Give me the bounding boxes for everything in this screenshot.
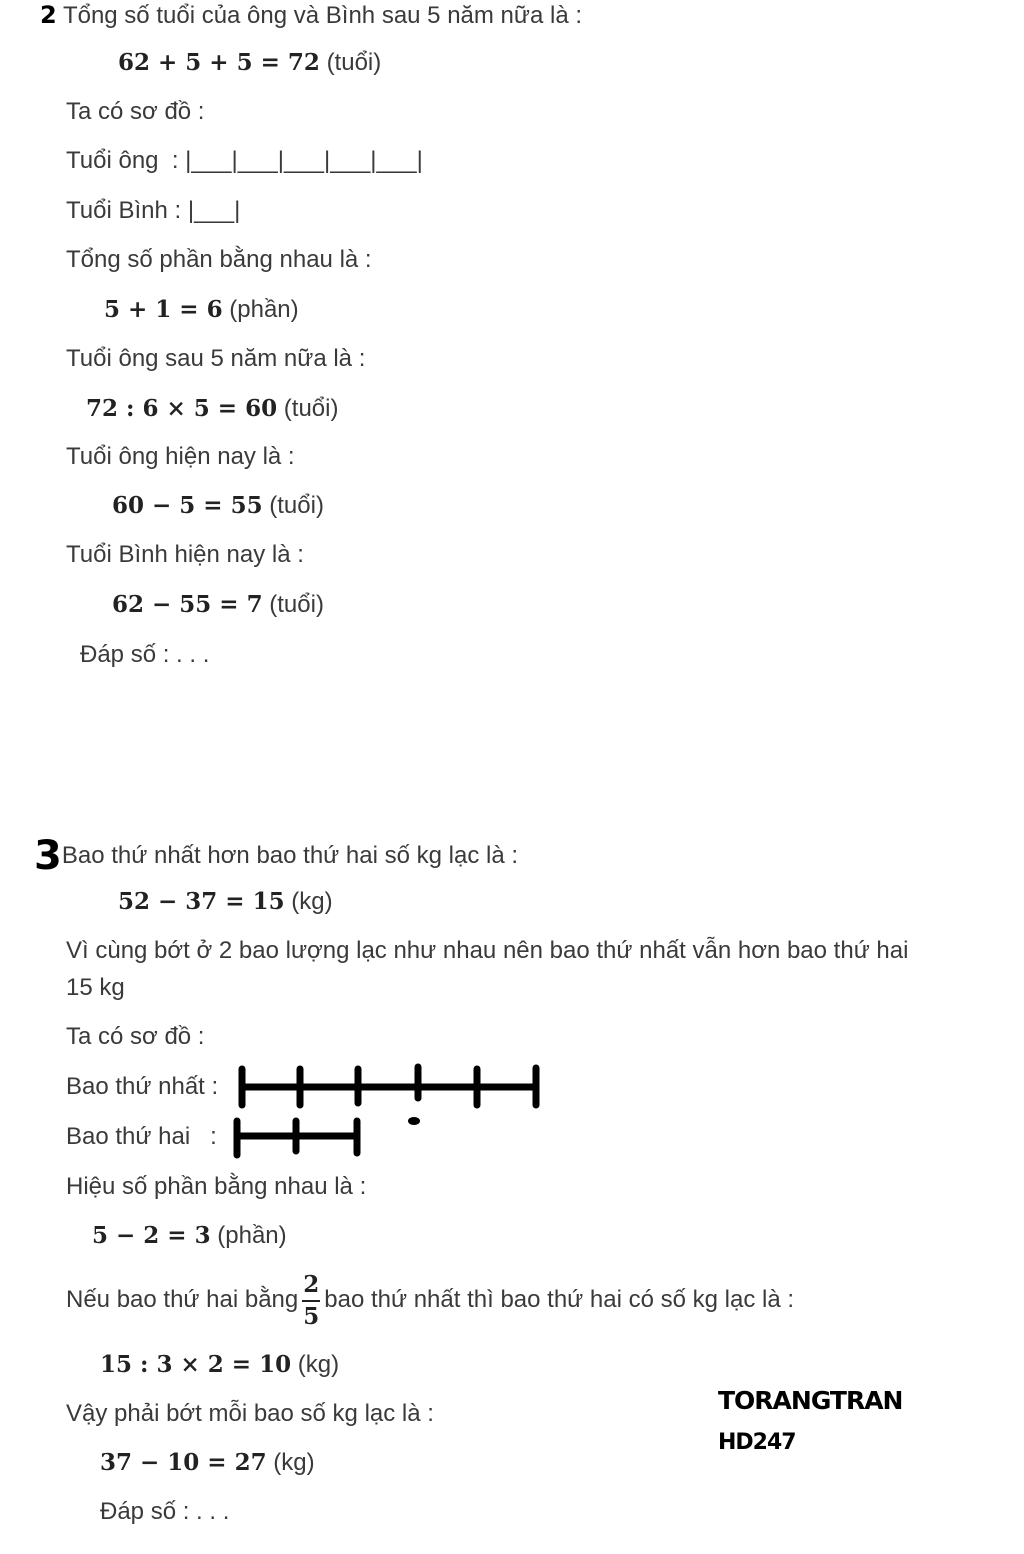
fraction xyxy=(302,1272,320,1330)
equation-unit: (kg) xyxy=(273,1449,315,1476)
problem-text: Tổng số tuổi của ông và Bình sau 5 năm nữa là : xyxy=(62,2,582,29)
equation-expr: 62 − 55 = 7 xyxy=(112,591,263,618)
text-part: bao thứ nhất thì bao thứ hai có số kg lạc là : xyxy=(324,1286,795,1313)
problem-text: Bao thứ nhất hơn bao thứ hai số kg lạc là : xyxy=(61,842,518,869)
answer-line: Đáp số : . . . xyxy=(80,641,210,668)
equation-expr: 60 − 5 = 55 xyxy=(112,492,263,519)
diagram-label-bao2: Bao thứ hai : xyxy=(66,1123,217,1150)
equation-expr: 37 − 10 = 27 xyxy=(100,1449,267,1476)
equation xyxy=(100,1448,315,1478)
equation-expr: 5 − 2 = 3 xyxy=(92,1222,211,1249)
equation-expr: 15 : 3 × 2 = 10 xyxy=(100,1351,292,1378)
answer-line: Đáp số : . . . xyxy=(100,1498,230,1525)
problem-number: 2 xyxy=(40,1,57,29)
diagram-ong: Tuổi ông : |___|___|___|___|___| xyxy=(66,147,423,174)
text-line: Tuổi ông hiện nay là : xyxy=(66,443,295,470)
bao1-segment xyxy=(242,1067,536,1105)
fraction-numerator: 2 xyxy=(303,1270,320,1298)
text-line: Tuổi Bình hiện nay là : xyxy=(66,541,304,568)
text-line: Tuổi ông sau 5 năm nữa là : xyxy=(66,345,366,372)
fraction-denominator: 5 xyxy=(303,1302,320,1330)
text-part: Nếu bao thứ hai bằng xyxy=(66,1286,299,1313)
equation-unit: (tuổi) xyxy=(269,492,324,519)
equation-unit: (tuổi) xyxy=(283,395,339,422)
equation-unit: (phần) xyxy=(217,1222,287,1249)
fraction-line xyxy=(66,1268,794,1332)
text-line: Tổng số phần bằng nhau là : xyxy=(66,246,372,273)
equation xyxy=(100,1350,339,1380)
problem-number: 3 xyxy=(34,833,62,879)
diagram-intro: Ta có sơ đồ : xyxy=(66,1023,205,1050)
equation-unit: (kg) xyxy=(297,1351,340,1378)
equation-expr: 62 + 5 + 5 = 72 xyxy=(118,49,320,76)
watermark-tag: HD247 xyxy=(718,1430,796,1455)
text-line: Vì cùng bớt ở 2 bao lượng lạc như nhau nên bao thứ nhất vẫn hơn bao thứ hai xyxy=(66,937,909,964)
watermark-name: TORANGTRAN xyxy=(718,1386,903,1415)
equation xyxy=(92,1221,287,1251)
text-line: Hiệu số phần bằng nhau là : xyxy=(66,1173,367,1200)
bao2-segment xyxy=(237,1121,357,1155)
marker-dot xyxy=(408,1117,420,1125)
diagram-label-bao1: Bao thứ nhất : xyxy=(66,1073,219,1100)
text-line: 15 kg xyxy=(66,974,125,1001)
equation-unit: (tuổi) xyxy=(269,591,324,618)
text-line: Vậy phải bớt mỗi bao số kg lạc là : xyxy=(66,1400,434,1427)
equation-expr: 72 : 6 × 5 = 60 xyxy=(86,395,278,422)
diagram-binh: Tuổi Bình : |___| xyxy=(66,197,241,224)
equation-expr: 52 − 37 = 15 xyxy=(118,888,285,915)
equation-expr: 5 + 1 = 6 xyxy=(104,296,223,323)
diagram-intro: Ta có sơ đồ : xyxy=(66,98,205,125)
equation-unit: (kg) xyxy=(291,888,333,915)
equation-unit: (tuổi) xyxy=(326,49,382,76)
equation-unit: (phần) xyxy=(229,296,299,323)
